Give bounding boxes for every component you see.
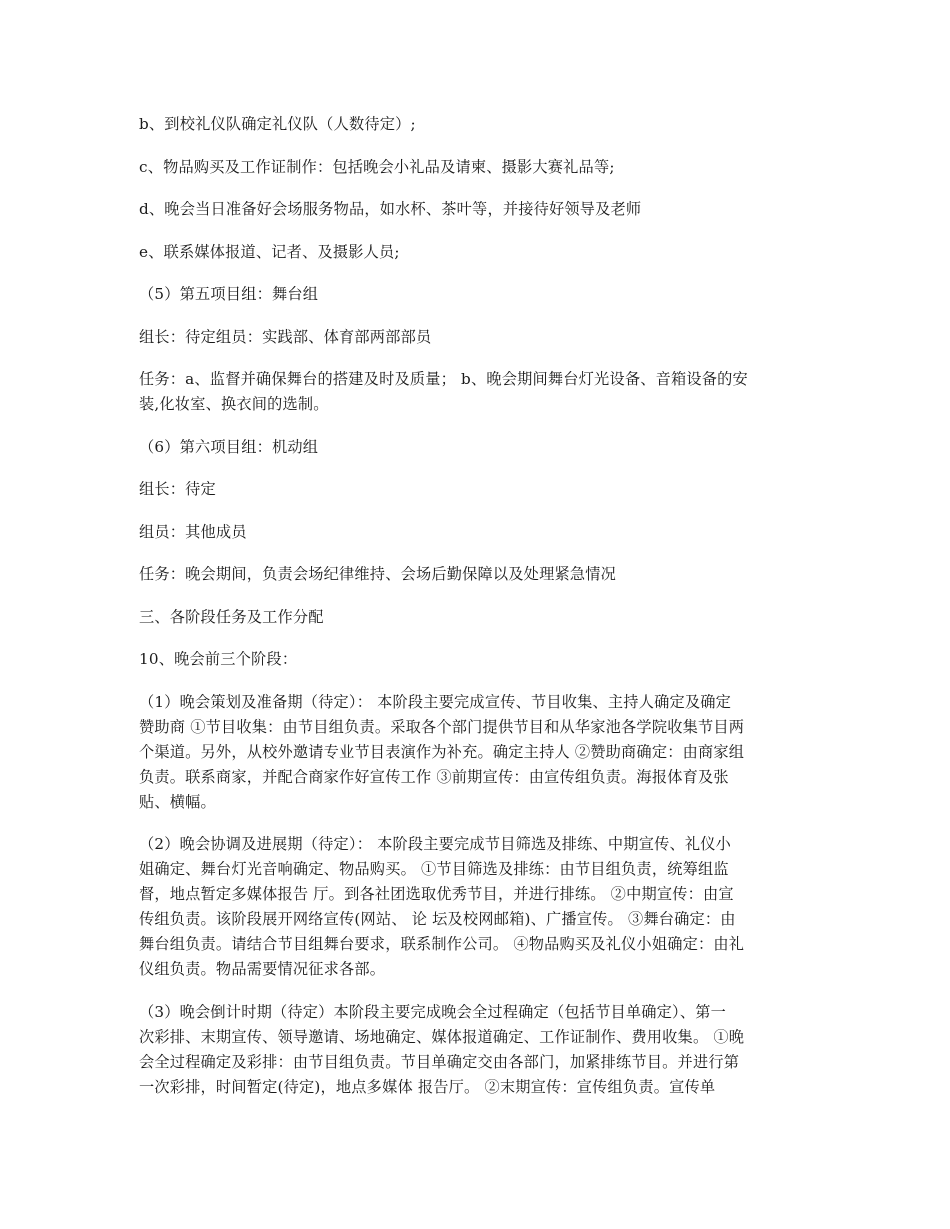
text-line: （2）晚会协调及进展期（待定）： 本阶段主要完成节目筛选及排练、中期宣传、礼仪小 — [139, 835, 732, 853]
paragraph-mobile-group-tasks — [139, 562, 811, 587]
text-line: 负责。联系商家，并配合商家作好宣传工作 ③前期宣传：由宣传组负责。海报体育及张 — [139, 767, 729, 786]
text-line: 舞台组负责。请结合节目组舞台要求，联系制作公司。 ④物品购买及礼仪小姐确定：由礼 — [139, 935, 745, 953]
text-line: 组长：待定 — [139, 480, 216, 498]
text-line: 一次彩排，时间暂定(待定)，地点多媒体 报告厅。 ②末期宣传：宣传组负责。宣传单 — [139, 1077, 716, 1096]
text-line: 组长：待定组员：实践部、体育部两部部员 — [139, 327, 432, 346]
section-heading-three-stages — [139, 647, 811, 672]
paragraph-d-venue-items — [139, 197, 811, 222]
text-line: e、联系媒体报道、记者、及摄影人员; — [139, 242, 400, 261]
text-line: 会全过程确定及彩排：由节目组负责。节目单确定交由各部门，加紧排练节目。并进行第 — [139, 1052, 740, 1071]
text-line: 姐确定、舞台灯光音响确定、物品购买。 ①节目筛选及排练：由节目组负责，统筹组监 — [139, 860, 729, 878]
document-body — [139, 112, 811, 1117]
text-line: 赞助商 ①节目收集：由节目组负责。采取各个部门提供节目和从华家池各学院收集节目两 — [139, 717, 745, 736]
text-line: 10、晚会前三个阶段： — [139, 650, 298, 668]
text-line: 贴、横幅。 — [139, 792, 216, 811]
text-line: （3）晚会倒计时期（待定）本阶段主要完成晚会全过程确定（包括节目单确定）、第一 — [139, 1002, 726, 1021]
text-line: 任务：晚会期间，负责会场纪律维持、会场后勤保障以及处理紧急情况 — [139, 565, 617, 583]
paragraph-stage-group-tasks — [139, 367, 811, 417]
text-line: b、到校礼仪队确定礼仪队（人数待定）; — [139, 115, 416, 133]
paragraph-e-media — [139, 240, 811, 265]
section-heading-mobile-group — [139, 435, 811, 460]
text-line: 装,化妆室、换衣间的选制。 — [139, 395, 329, 413]
text-line: 传组负责。该阶段展开网络宣传(网站、 论 坛及校网邮箱)、广播宣传。 ③舞台确定：由 — [139, 910, 736, 928]
text-line: （1）晚会策划及准备期（待定）： 本阶段主要完成宣传、节目收集、主持人确定及确定 — [139, 692, 732, 711]
paragraph-coordination-period — [139, 832, 811, 982]
paragraph-planning-period — [139, 690, 811, 815]
paragraph-mobile-group-members — [139, 520, 811, 545]
text-line: d、晚会当日准备好会场服务物品，如水杯、茶叶等，并接待好领导及老师 — [139, 200, 642, 218]
text-line: 督，地点暂定多媒体报告 厅。到各社团选取优秀节目，并进行排练。 ②中期宣传：由宣 — [139, 885, 734, 903]
text-line: （6）第六项目组：机动组 — [139, 437, 319, 456]
text-line: 次彩排、末期宣传、领导邀请、场地确定、媒体报道确定、工作证制作、费用收集。 ①晚 — [139, 1027, 745, 1046]
text-line: 三、各阶段任务及工作分配 — [139, 607, 324, 626]
paragraph-countdown-period — [139, 1000, 811, 1100]
paragraph-c-purchases — [139, 155, 811, 180]
text-line: c、物品购买及工作证制作：包括晚会小礼品及请柬、摄影大赛礼品等; — [139, 157, 615, 176]
text-line: 个渠道。另外，从校外邀请专业节目表演作为补充。确定主持人 ②赞助商确定：由商家组 — [139, 742, 745, 761]
section-heading-stage-group — [139, 282, 811, 307]
text-line: 仪组负责。物品需要情况征求各部。 — [139, 960, 386, 978]
paragraph-b-etiquette-team — [139, 112, 811, 137]
text-line: 组员：其他成员 — [139, 522, 247, 541]
text-line: 任务：a、监督并确保舞台的搭建及时及质量； b、晚会期间舞台灯光设备、音箱设备的安 — [139, 370, 748, 388]
section-heading-stage-tasks — [139, 605, 811, 630]
paragraph-mobile-group-leader — [139, 477, 811, 502]
text-line: （5）第五项目组：舞台组 — [139, 285, 319, 303]
paragraph-stage-group-members — [139, 325, 811, 350]
